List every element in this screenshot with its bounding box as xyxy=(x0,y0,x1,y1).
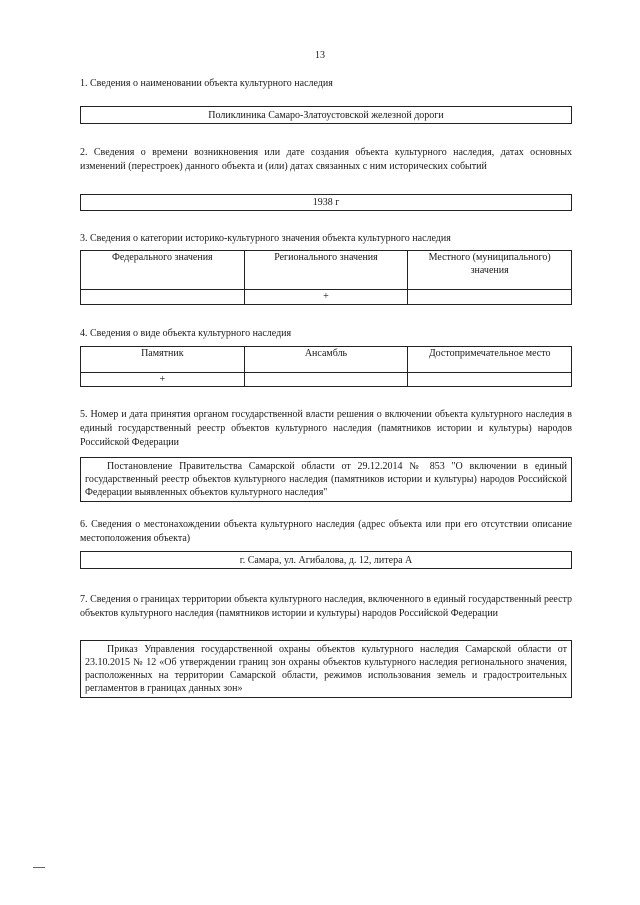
boundaries-field: Приказ Управления государственной охраны объектов культурного наследия Самарской области от 23.10.2015 № 12 «Об утверждении границ зон охраны объектов культурного наследия регионального значения, расположенных на территории Самарской области, режимов использования земель и градостроительных регламентов в границах данных зон» xyxy=(80,640,572,698)
type-landmark-header: Достопримечательное место xyxy=(408,347,572,373)
category-local-mark xyxy=(408,290,572,305)
type-ensemble-header: Ансамбль xyxy=(244,347,408,373)
type-header-row xyxy=(81,347,572,373)
section-3-heading: 3. Сведения о категории историко-культурного значения объекта культурного наследия xyxy=(80,233,451,244)
section-1-heading: 1. Сведения о наименовании объекта культурного наследия xyxy=(80,78,333,89)
section-6-heading: 6. Сведения о местонахождении объекта культурного наследия (адрес объекта или при его отсутствии описание местоположения объекта) xyxy=(80,519,572,544)
type-monument-mark: + xyxy=(81,373,245,387)
margin-mark xyxy=(33,867,45,868)
registry-decision-field: Постановление Правительства Самарской области от 29.12.2014 № 853 "О включении в единый государственный реестр объектов культурного наследия (памятников истории и культуры) народов Российской Федерации выявленных объектов культурного наследия" xyxy=(80,457,572,502)
creation-date-field: 1938 г xyxy=(80,194,572,211)
type-table xyxy=(80,346,572,387)
category-federal-header: Федерального значения xyxy=(81,251,245,290)
page-number: 13 xyxy=(315,50,325,61)
section-7-heading: 7. Сведения о границах территории объекта культурного наследия, включенного в единый государственный реестр объектов культурного наследия (памятников истории и культуры) народов Российской Федерации xyxy=(80,594,572,619)
type-monument-header: Памятник xyxy=(81,347,245,373)
category-federal-mark xyxy=(81,290,245,305)
category-local-header: Местного (муниципального) значения xyxy=(408,251,572,290)
category-header-row xyxy=(81,251,572,290)
type-mark-row xyxy=(81,373,572,387)
address-field: г. Самара, ул. Агибалова, д. 12, литера А xyxy=(80,551,572,569)
type-ensemble-mark xyxy=(244,373,408,387)
section-5-heading: 5. Номер и дата принятия органом государственной власти решения о включении объекта культурного наследия в единый государственный реестр объектов культурного наследия (памятников истории и культуры) народов Российской Федерации xyxy=(80,409,572,448)
section-4-heading: 4. Сведения о виде объекта культурного наследия xyxy=(80,328,292,339)
type-landmark-mark xyxy=(408,373,572,387)
category-regional-header: Регионального значения xyxy=(244,251,408,290)
object-name-field: Поликлиника Самаро-Златоустовской железной дороги xyxy=(80,106,572,124)
category-mark-row xyxy=(81,290,572,305)
category-table xyxy=(80,250,572,305)
section-2-heading: 2. Сведения о времени возникновения или дате создания объекта культурного наследия, датах основных изменений (перестроек) данного объекта и (или) датах связанных с ним исторических событий xyxy=(80,147,572,172)
category-regional-mark: + xyxy=(244,290,408,305)
